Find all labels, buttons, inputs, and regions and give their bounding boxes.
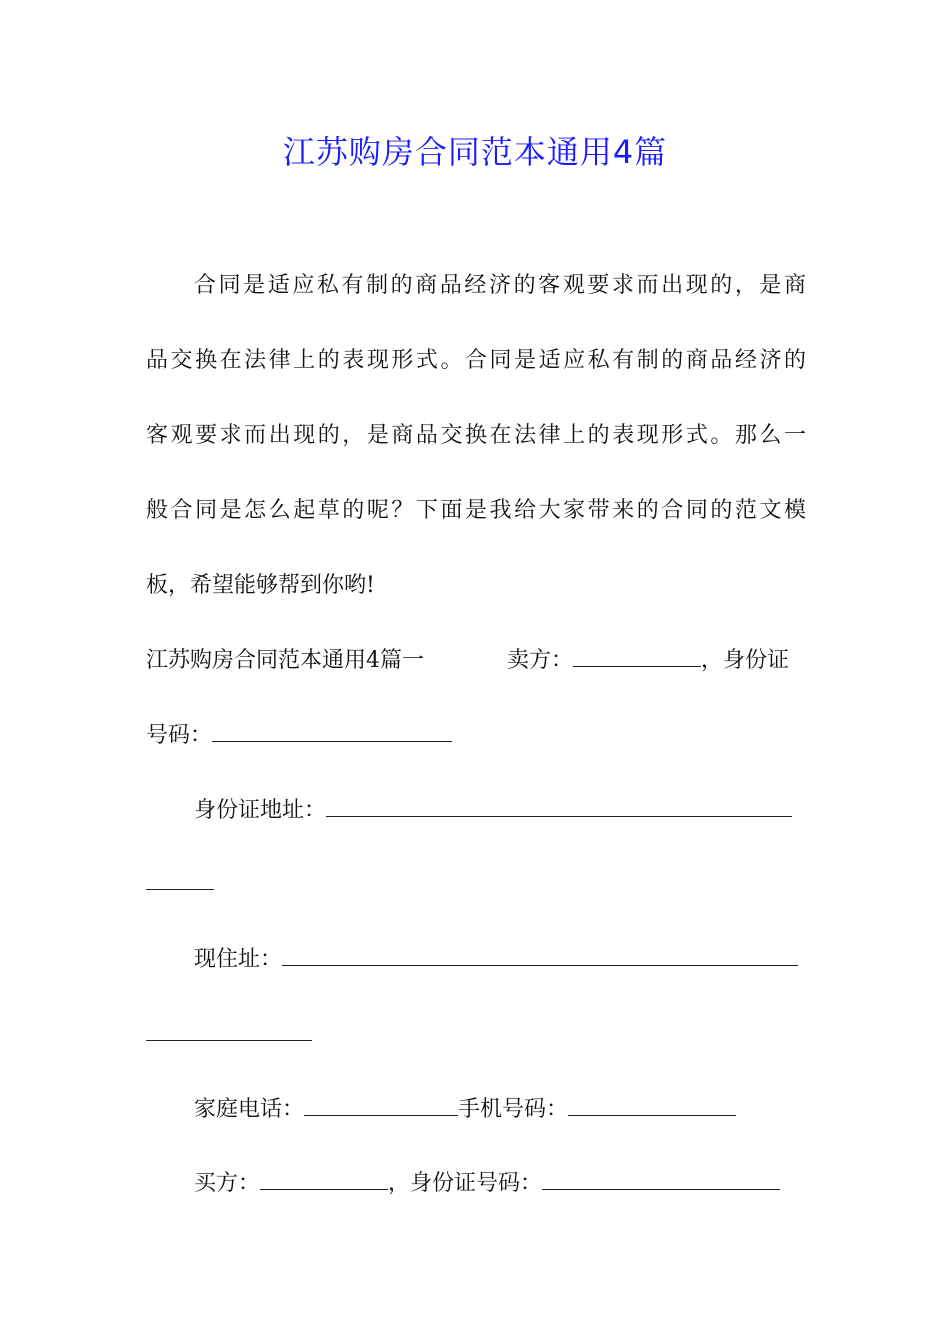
id-address-blank (326, 794, 792, 817)
id-address-blank-continued (146, 889, 214, 890)
buyer-id-number-blank (542, 1167, 780, 1190)
id-number-label: 号码： (146, 723, 213, 748)
mobile-label: 手机号码： (458, 1097, 569, 1122)
seller-label: 卖方： (507, 648, 574, 673)
section-heading-row (146, 641, 424, 681)
intro-line-2: 品交换在法律上的表现形式。合同是适应私有制的商品经济的 (146, 348, 806, 373)
buyer-name-blank (260, 1167, 388, 1190)
current-address-blank-continued (146, 1040, 312, 1041)
mobile-blank (568, 1093, 736, 1116)
intro-line-1: 合同是适应私有制的商品经济的客观要求而出现的，是商 (194, 273, 806, 298)
intro-line-5: 板，希望能够帮到你哟! (146, 573, 375, 598)
seller-id-label: ，身份证 (701, 648, 790, 673)
phone-row (194, 1090, 736, 1130)
home-phone-blank (304, 1093, 458, 1116)
intro-line-4: 般合同是怎么起草的呢？下面是我给大家带来的合同的范文模 (146, 498, 806, 523)
id-address-row (194, 791, 792, 831)
current-address-row (194, 940, 798, 980)
current-address-label: 现住址： (194, 947, 283, 972)
buyer-id-label: ，身份证号码： (388, 1171, 543, 1196)
seller-name-blank (573, 644, 701, 667)
seller-id-number-row (146, 716, 452, 756)
buyer-label: 买方： (194, 1171, 261, 1196)
home-phone-label: 家庭电话： (194, 1097, 305, 1122)
id-address-label: 身份证地址： (194, 798, 327, 823)
section-heading: 江苏购房合同范本通用4篇一 (146, 648, 424, 673)
seller-id-number-blank (212, 719, 452, 742)
buyer-row (194, 1164, 780, 1204)
document-title: 江苏购房合同范本通用4篇 (282, 133, 668, 171)
intro-line-3: 客观要求而出现的，是商品交换在法律上的表现形式。那么一 (146, 423, 806, 448)
seller-row (507, 641, 789, 681)
current-address-blank (282, 943, 798, 966)
